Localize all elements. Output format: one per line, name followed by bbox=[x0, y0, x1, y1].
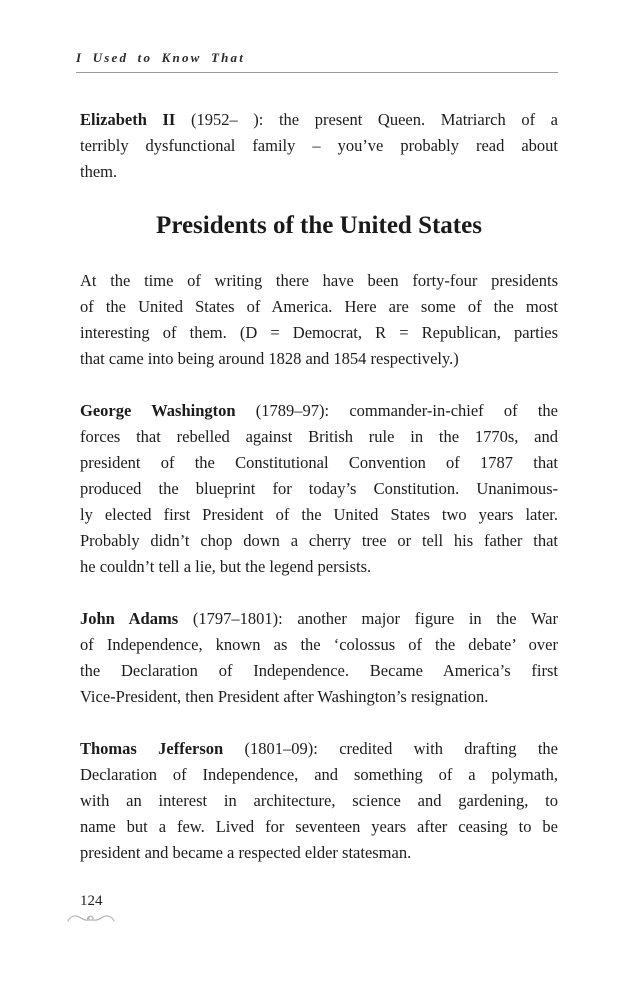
entry-paragraph bbox=[80, 107, 558, 185]
running-header: I Used to Know That bbox=[76, 50, 558, 73]
text-line: them. bbox=[80, 162, 118, 181]
page-number: 124 bbox=[80, 893, 103, 909]
entry-name: John Adams bbox=[80, 609, 179, 628]
text-line: terribly dysfunctional family – you’ve probably read about bbox=[80, 136, 558, 155]
text-line: of the United States of America. Here are some of the most bbox=[80, 297, 558, 316]
text-line: president of the Constitutional Convention of 1787 that bbox=[80, 453, 558, 472]
entry-paragraph bbox=[80, 606, 558, 710]
text-line: president and became a respected elder statesman. bbox=[80, 843, 412, 862]
text-line: Thomas Jefferson (1801–09): credited with drafting the bbox=[80, 739, 559, 758]
entry-name: Thomas Jefferson bbox=[80, 739, 224, 758]
text-line: John Adams (1797–1801): another major figure in the War bbox=[80, 609, 558, 628]
text-column bbox=[76, 0, 559, 930]
text-line: interesting of them. (D = Democrat, R = Republican, parties bbox=[80, 323, 558, 342]
text-line: name but a few. Lived for seventeen years after ceasing to be bbox=[80, 817, 558, 836]
entry-name: George Washington bbox=[80, 401, 236, 420]
text-line: forces that rebelled against British rule in the 1770s, and bbox=[80, 427, 558, 446]
text-line: that came into being around 1828 and 1854 respectively.) bbox=[80, 349, 459, 368]
entry-paragraph bbox=[80, 736, 558, 866]
entry-paragraph bbox=[80, 398, 558, 580]
text-line: Vice-President, then President after Washington’s resignation. bbox=[80, 687, 489, 706]
text-line: the Declaration of Independence. Became America’s first bbox=[80, 661, 558, 680]
text-line: George Washington (1789–97): commander-in-chief of the bbox=[80, 401, 558, 420]
content-blocks bbox=[80, 107, 558, 866]
entry-name: Elizabeth II bbox=[80, 110, 176, 129]
text-line: produced the blueprint for today’s Constitution. Unanimous- bbox=[80, 479, 558, 498]
text-line: Probably didn’t chop down a cherry tree or tell his father that bbox=[80, 531, 558, 550]
body-paragraph bbox=[80, 268, 558, 372]
page-footer bbox=[80, 892, 558, 930]
text-line: with an interest in architecture, science and gardening, to bbox=[80, 791, 558, 810]
text-line: At the time of writing there have been forty-four presidents bbox=[80, 271, 558, 290]
footer-flourish-icon bbox=[66, 911, 558, 930]
text-line: Elizabeth II (1952– ): the present Queen. Matriarch of a bbox=[80, 110, 559, 129]
section-heading: Presidents of the United States bbox=[156, 212, 482, 239]
text-line: Declaration of Independence, and something of a polymath, bbox=[80, 765, 558, 784]
text-line: ly elected first President of the United States two years later. bbox=[80, 505, 558, 524]
text-line: he couldn’t tell a lie, but the legend persists. bbox=[80, 557, 372, 576]
text-line: of Independence, known as the ‘colossus of the debate’ over bbox=[80, 635, 558, 654]
